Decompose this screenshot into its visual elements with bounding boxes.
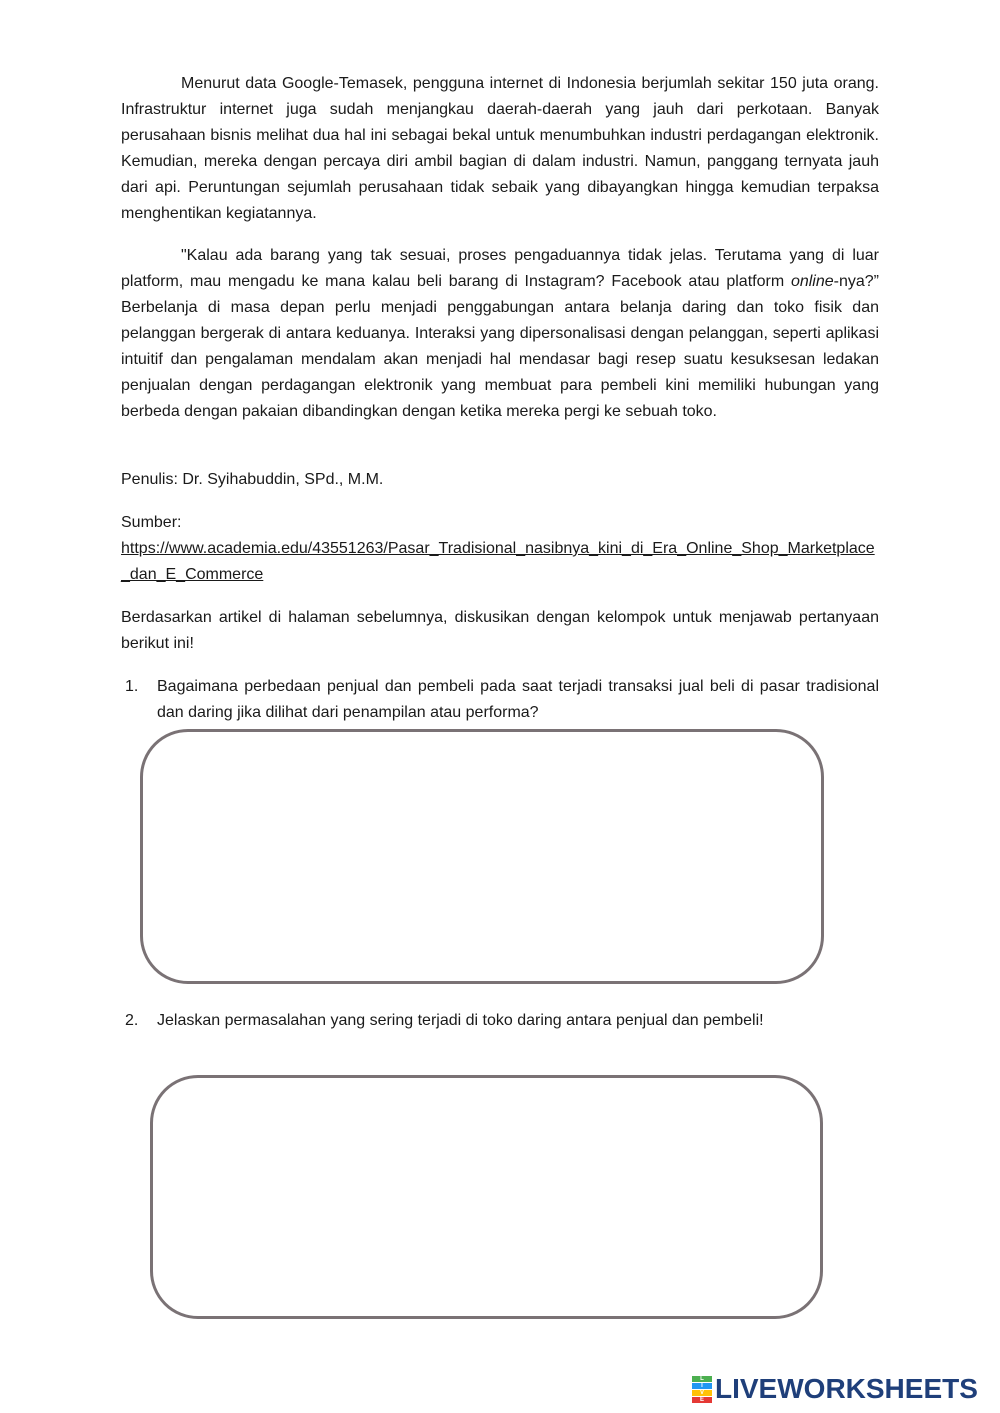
source-label: Sumber: (121, 514, 182, 531)
question-2-text: Jelaskan permasalahan yang sering terjadi di toko daring antara penjual dan pembeli! (157, 1012, 764, 1029)
logo-mark-letter: L (692, 1376, 712, 1382)
article-paragraph-2 (121, 243, 879, 425)
source-block (121, 510, 879, 588)
source-link[interactable]: https://www.academia.edu/43551263/Pasar_Tradisional_nasibnya_kini_di_Era_Online_Shop_Marketplace_dan_E_Commerce (121, 540, 875, 583)
logo-mark-letter: I (692, 1383, 712, 1389)
question-1-number: 1. (125, 678, 139, 695)
question-2 (121, 1008, 879, 1034)
question-1-text: Bagaimana perbedaan penjual dan pembeli pada saat terjadi transaksi jual beli di pasar tradisional dan daring jika dilihat dari penampilan atau performa? (157, 678, 879, 721)
answer-box-2[interactable] (150, 1075, 823, 1319)
logo-mark-letter: V (692, 1390, 712, 1396)
paragraph-2-italic-word: online (790, 273, 834, 290)
answer-box-1[interactable] (140, 729, 824, 984)
logo-mark-icon (692, 1376, 712, 1403)
liveworksheets-logo (692, 1373, 978, 1405)
question-2-number: 2. (125, 1012, 139, 1029)
question-1 (121, 674, 879, 726)
logo-text: LIVEWORKSHEETS (715, 1373, 978, 1404)
article-paragraph-1: Menurut data Google-Temasek, pengguna internet di Indonesia berjumlah sekitar 150 juta orang. Infrastruktur internet juga sudah menjangkau daerah-daerah yang jauh dari perkotaan. Banyak perusahaan bisnis melihat dua hal ini sebagai bekal untuk menumbuhkan industri perdagangan elektronik. Kemudian, mereka dengan percaya diri ambil bagian di dalam industri. Namun, panggang ternyata jauh dari api. Peruntungan sejumlah perusahaan tidak sebaik yang dibayangkan hingga kemudian terpaksa menghentikan kegiatannya. (121, 75, 879, 222)
instruction-text: Berdasarkan artikel di halaman sebelumnya, diskusikan dengan kelompok untuk menjawab pertanyaan berikut ini! (121, 609, 879, 652)
logo-mark-letter: E (692, 1397, 712, 1403)
paragraph-2-text-a: "Kalau ada barang yang tak sesuai, proses pengaduannya tidak jelas. Terutama yang di luar platform, mau mengadu ke mana kalau beli barang di Instagram? Facebook atau platform (121, 247, 879, 290)
paragraph-2-text-b: -nya?” Berbelanja di masa depan perlu menjadi penggabungan antara belanja daring dan toko fisik dan pelanggan bergerak di antara keduanya. Interaksi yang dipersonalisasi dengan pelanggan, seperti aplikasi intuitif dan pengalaman mendalam akan menjadi hal mendasar bagi resep suatu kesuksesan ledakan penjualan dengan perdagangan elektronik yang membuat para pembeli kini memiliki hubungan yang berbeda dengan pakaian dibandingkan dengan ketika mereka pergi ke sebuah toko. (121, 273, 879, 420)
author-line: Penulis: Dr. Syihabuddin, SPd., M.M. (121, 471, 384, 488)
